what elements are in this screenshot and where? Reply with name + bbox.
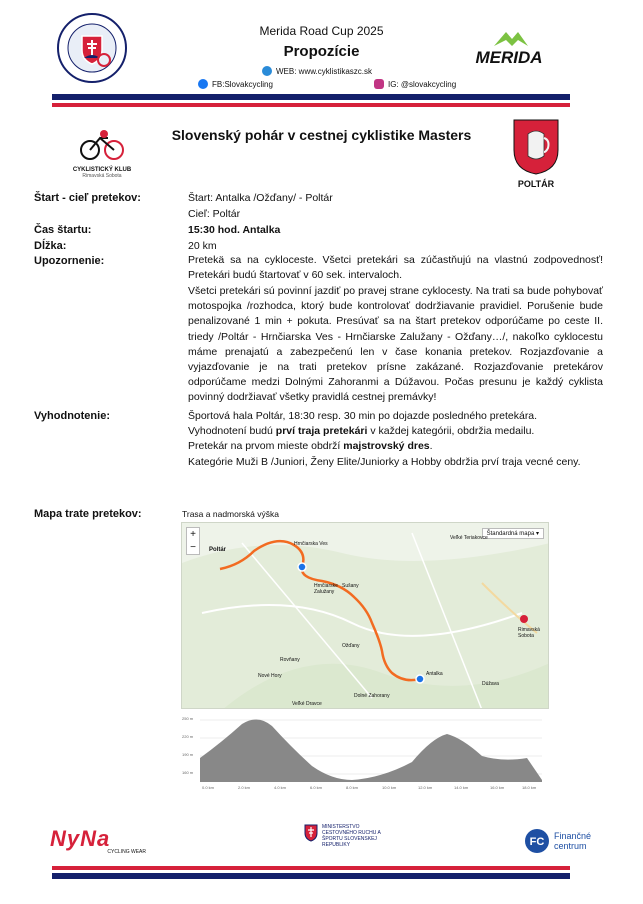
- start-time-label: Čas štartu:: [34, 224, 92, 236]
- document-subtitle: Propozície: [283, 43, 360, 60]
- notice-text-1: Pretekä sa na cykloceste. Všetci pretekári sa zúčastňujú na vlastnú zodpovednosť! Pretekári budú štartovať v 60 sek. intervaloch.: [188, 254, 603, 282]
- evaluation-line-1: Športová hala Poltár, 18:30 resp. 30 min po dojazde posledného pretekára.: [188, 410, 538, 422]
- merida-logo: [456, 26, 562, 66]
- place-label: Rovňany: [280, 657, 300, 663]
- svg-text:FC: FC: [529, 836, 545, 848]
- nyna-logo: [50, 826, 150, 860]
- ministry-text: MINISTERSTVO CESTOVNÉHO RUCHU A ŠPORTU SLOVENSKEJ REPUBLIKY: [322, 824, 381, 848]
- notice-text-2: Všetci pretekári sú povinní jazdiť po pravej strane cyklocesty. Na trati sa bude pohybovať motospojka /rozhodca, ktorý bude kontrolovať dodržiavanie pravidiel. Porušenie bude penalizované 1 min + pokuta. Presúvať sa na štart pretekov odporúčame po ceste II. triedy /Poltár - Hrnčiarska Ves - Hrnčiarske Zalužany - Ožďany…/, nakoľko cyklocestu máme prenajatú a zabezpečenú len v čase konania pretekov. Rozjazďovanie a vyjazďovanie je na trati pretekov prísne zakázané. Rozjazďovanie pretekárov odporúčame medzi Dolnými Zahoranmi a Dúžavou. Počas presunu je každý cyklista povinný dodržiavať všetky pravidlá cestnej premávky!: [188, 285, 603, 404]
- place-label: Ožďany: [342, 643, 360, 649]
- elevation-tick: 220 m: [182, 734, 194, 739]
- website-line: [262, 66, 372, 76]
- slovak-emblem-icon: [304, 824, 318, 842]
- nyna-logo-text: NyNa: [50, 826, 111, 851]
- ministry-logo: [304, 824, 396, 860]
- start-value: Štart: Antalka /Ožďany/ - Poltár: [188, 192, 333, 204]
- facebook-text[interactable]: FB:Slovakcycling: [212, 79, 273, 89]
- elevation-tick: 250 m: [182, 716, 194, 721]
- zoom-out-button[interactable]: −: [190, 542, 196, 553]
- website-text[interactable]: WEB: www.cyklistikaszc.sk: [276, 66, 373, 76]
- length-label: Dĺžka:: [34, 240, 67, 252]
- instagram-icon: [374, 79, 384, 89]
- svg-text:18.0 km: 18.0 km: [522, 785, 537, 790]
- place-label: Rimavská Sobota: [518, 627, 540, 639]
- svg-text:8.0 km: 8.0 km: [346, 785, 359, 790]
- chevron-down-icon: ▾: [535, 531, 539, 537]
- town-name: POLTÁR: [517, 179, 555, 189]
- elevation-profile: [182, 712, 550, 792]
- svg-text:10.0 km: 10.0 km: [382, 785, 397, 790]
- evaluation-line-4: Kategórie Muži B /Juniori, Ženy Elite/Juniorky a Hobby obdržia prví traja vecné ceny.: [188, 455, 581, 468]
- nyna-logo-sub: CYCLING WEAR: [107, 849, 146, 855]
- length-value: 20 km: [188, 240, 217, 252]
- place-label: Poltár: [209, 547, 227, 553]
- svg-text:6.0 km: 6.0 km: [310, 785, 323, 790]
- map-label: Mapa trate pretekov:: [34, 508, 142, 520]
- place-label: Hrnčiarska Ves: [294, 541, 328, 547]
- elevation-tick: 190 m: [182, 752, 194, 757]
- facebook-icon: [198, 79, 208, 89]
- place-label: Veľké Teriakovce: [450, 535, 488, 541]
- svg-text:4.0 km: 4.0 km: [274, 785, 287, 790]
- svg-text:12.0 km: 12.0 km: [418, 785, 433, 790]
- finish-value: Cieľ: Poltár: [188, 208, 241, 220]
- instagram-line: [374, 79, 456, 89]
- footer-divider-red: [52, 866, 570, 870]
- header-divider-blue: [52, 94, 570, 100]
- event-title: Merida Road Cup 2025: [259, 24, 384, 38]
- financne-centrum-text: Finančné centrum: [554, 831, 592, 851]
- club-logo-line2: Rimavská Sobota: [82, 173, 122, 179]
- club-logo-line1: CYKLISTICKÝ KLUB: [72, 167, 132, 173]
- zoom-in-button[interactable]: +: [190, 529, 196, 540]
- fc-emblem-icon: [524, 828, 550, 854]
- start-time-value: 15:30 hod. Antalka: [188, 224, 281, 236]
- instagram-text[interactable]: IG: @slovakcycling: [388, 79, 457, 89]
- place-label: Antalka: [426, 671, 443, 677]
- route-map[interactable]: [181, 522, 549, 709]
- financne-centrum-logo: [524, 824, 612, 858]
- facebook-line: [198, 79, 273, 89]
- svg-text:14.0 km: 14.0 km: [454, 785, 469, 790]
- elevation-tick: 160 m: [182, 770, 194, 775]
- footer-divider-blue: [52, 873, 570, 879]
- map-caption: Trasa a nadmorská výška: [182, 509, 279, 519]
- svg-text:16.0 km: 16.0 km: [490, 785, 505, 790]
- map-type-label: Štandardná mapa: [486, 531, 535, 537]
- place-label: Sušany: [342, 583, 359, 589]
- zoom-controls: [186, 527, 200, 555]
- place-label: Hrnčiarske Zalužany: [314, 583, 338, 595]
- notice-label: Upozornenie:: [34, 255, 105, 267]
- place-label: Dolné Zahorany: [354, 693, 390, 699]
- place-label: Nové Hory: [258, 673, 282, 679]
- place-label: Dúžava: [482, 681, 499, 687]
- header-divider-red: [52, 103, 570, 107]
- svg-text:2.0 km: 2.0 km: [238, 785, 251, 790]
- evaluation-line-3: Pretekár na prvom mieste obdrží majstrovský dres.: [188, 440, 433, 453]
- svg-text:MERIDA: MERIDA: [475, 48, 543, 66]
- place-label: Veľké Dravce: [292, 701, 322, 707]
- globe-icon: [262, 66, 272, 76]
- poltar-coat-of-arms: [512, 118, 560, 176]
- evaluation-label: Vyhodnotenie:: [34, 410, 110, 422]
- svg-text:0.0 km: 0.0 km: [202, 785, 215, 790]
- evaluation-text: [188, 409, 603, 470]
- start-finish-label: Štart - cieľ pretekov:: [34, 192, 141, 204]
- main-title: Slovenský pohár v cestnej cyklistike Masters: [171, 127, 472, 143]
- evaluation-line-2: Vyhodnotení budú prví traja pretekári v každej kategórii, obdržia medailu.: [188, 425, 535, 438]
